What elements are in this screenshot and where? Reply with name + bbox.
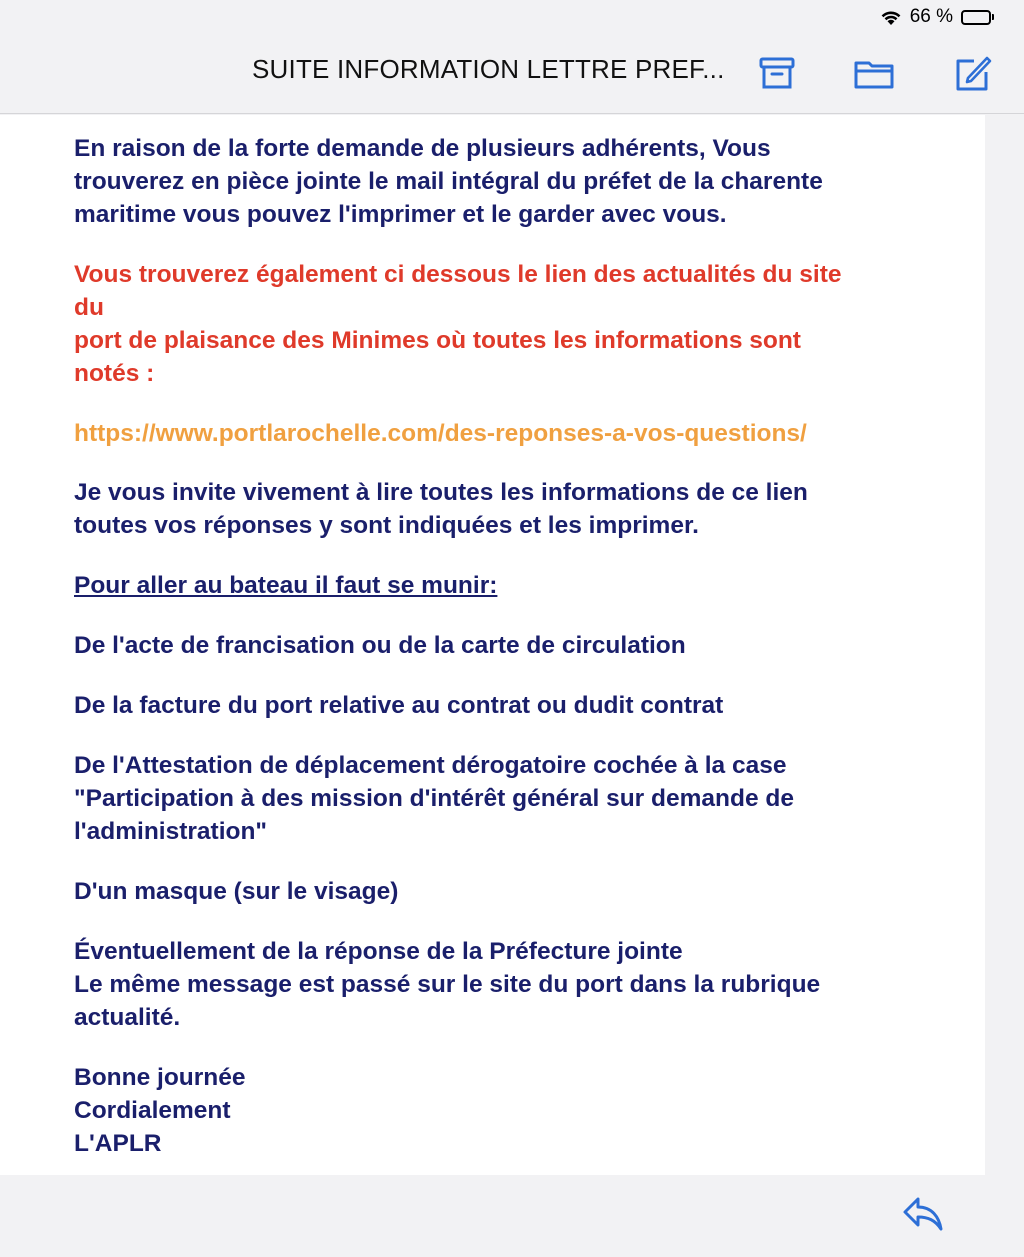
text-line: toutes vos réponses y sont indiquées et les imprimer. bbox=[74, 512, 699, 539]
text-line: Cordialement bbox=[74, 1097, 231, 1124]
text-line: du bbox=[74, 294, 104, 321]
paragraph-link-intro bbox=[74, 258, 914, 390]
paragraph-prefecture bbox=[74, 935, 914, 1034]
text-line: L'APLR bbox=[74, 1130, 162, 1157]
status-bar bbox=[0, 0, 1024, 34]
wifi-icon bbox=[880, 8, 902, 26]
text-line: De l'Attestation de déplacement dérogatoire cochée à la case bbox=[74, 752, 787, 779]
reply-icon[interactable] bbox=[902, 1195, 944, 1233]
text-line: Je vous invite vivement à lire toutes les informations de ce lien bbox=[74, 479, 808, 506]
battery-percentage: 66 % bbox=[909, 6, 953, 27]
text-line: "Participation à des mission d'intérêt général sur demande de bbox=[74, 785, 794, 812]
paragraph-invite bbox=[74, 476, 914, 542]
text-line: port de plaisance des Minimes où toutes les informations sont bbox=[74, 327, 801, 354]
message-header bbox=[0, 34, 1024, 114]
message-subject: SUITE INFORMATION LETTRE PREF... bbox=[252, 54, 725, 84]
requirement-item bbox=[74, 749, 914, 848]
text-line: Éventuellement de la réponse de la Préfecture jointe bbox=[74, 938, 683, 965]
bottom-toolbar bbox=[0, 1175, 1024, 1257]
message-body bbox=[0, 115, 985, 1175]
folder-icon[interactable] bbox=[853, 54, 895, 94]
text-line: l'administration" bbox=[74, 818, 268, 845]
port-website-link[interactable]: https://www.portlarochelle.com/des-reponses-a-vos-questions/ bbox=[74, 420, 807, 447]
requirements-heading: Pour aller au bateau il faut se munir: bbox=[74, 572, 498, 599]
text-line: En raison de la forte demande de plusieurs adhérents, Vous bbox=[74, 135, 771, 162]
requirement-item: De la facture du port relative au contrat ou dudit contrat bbox=[74, 692, 724, 719]
compose-icon[interactable] bbox=[952, 54, 992, 94]
text-line: trouverez en pièce jointe le mail intégral du préfet de la charente bbox=[74, 168, 823, 195]
text-line: Le même message est passé sur le site du port dans la rubrique bbox=[74, 971, 821, 998]
text-line: Vous trouverez également ci dessous le lien des actualités du site bbox=[74, 261, 842, 288]
archive-box-icon[interactable] bbox=[757, 54, 797, 94]
signoff bbox=[74, 1061, 914, 1160]
battery-icon bbox=[961, 10, 994, 25]
text-line: Bonne journée bbox=[74, 1064, 246, 1091]
text-line: actualité. bbox=[74, 1004, 181, 1031]
requirement-item: D'un masque (sur le visage) bbox=[74, 878, 399, 905]
text-line: maritime vous pouvez l'imprimer et le garder avec vous. bbox=[74, 201, 727, 228]
paragraph-intro bbox=[74, 132, 914, 231]
requirement-item: De l'acte de francisation ou de la carte de circulation bbox=[74, 632, 686, 659]
text-line: notés : bbox=[74, 360, 155, 387]
scroll-gutter bbox=[985, 115, 1024, 1175]
